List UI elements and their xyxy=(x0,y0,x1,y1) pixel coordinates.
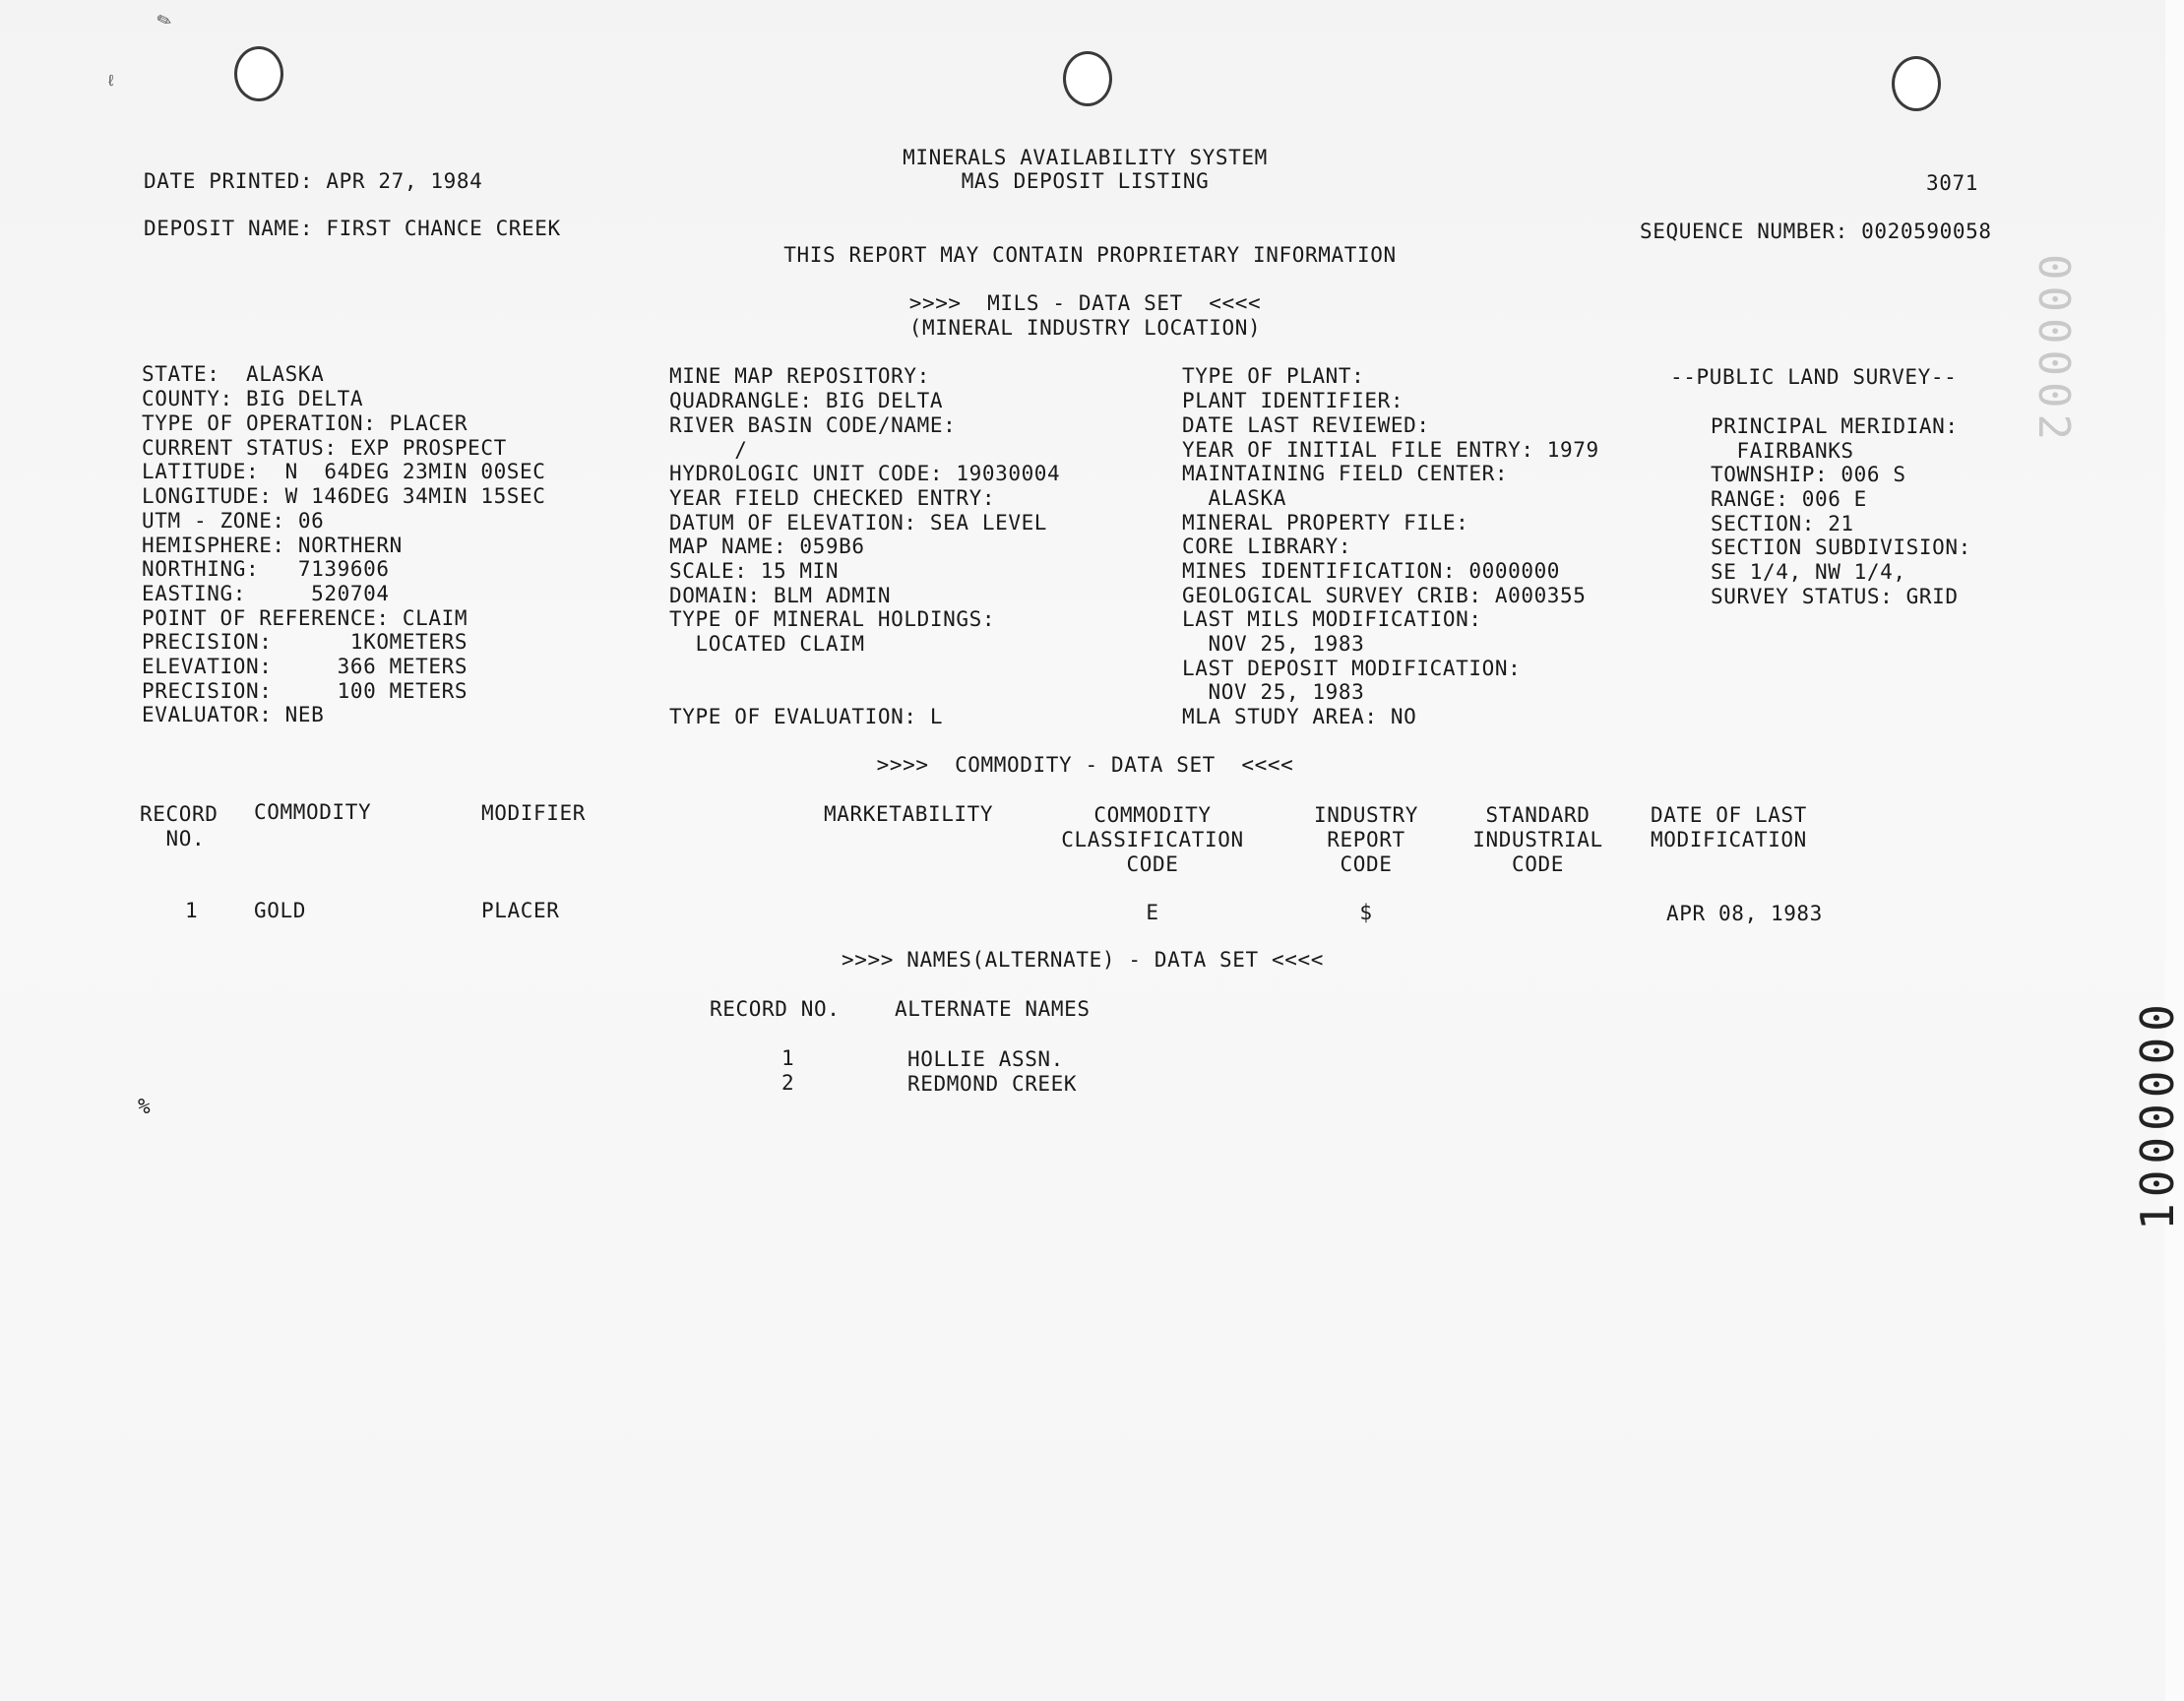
mils-field: CURRENT STATUS: EXP PROSPECT xyxy=(142,436,507,460)
side-stamp-number: 1000000 xyxy=(2131,998,2184,1230)
row-classification: E xyxy=(1146,901,1159,924)
mils-field: DATUM OF ELEVATION: SEA LEVEL xyxy=(669,511,1048,535)
column-header-marketability: MARKETABILITY xyxy=(824,802,994,826)
column-header-alternate-names: ALTERNATE NAMES xyxy=(895,997,1091,1021)
column-header-record: RECORD NO. xyxy=(140,802,218,850)
proprietary-notice: THIS REPORT MAY CONTAIN PROPRIETARY INFORMATION xyxy=(783,243,1397,267)
survey-field: SE 1/4, NW 1/4, xyxy=(1711,560,1906,584)
alternate-name: REDMOND CREEK xyxy=(907,1072,1078,1096)
mils-field: STATE: ALASKA xyxy=(142,362,325,386)
column-header-commodity: COMMODITY xyxy=(254,800,372,824)
mils-field: ALASKA xyxy=(1182,486,1286,510)
mils-field: EASTING: 520704 xyxy=(142,582,390,605)
mils-heading: >>>> MILS - DATA SET <<<< xyxy=(908,291,1262,315)
punch-hole-left xyxy=(234,46,283,101)
mils-field: COUNTY: BIG DELTA xyxy=(142,387,364,410)
mils-field: LAST DEPOSIT MODIFICATION: xyxy=(1182,657,1522,680)
alternate-name: HOLLIE ASSN. xyxy=(907,1047,1064,1071)
mils-field: PRECISION: 100 METERS xyxy=(142,679,468,703)
column-header-classification: COMMODITY CLASSIFICATION CODE xyxy=(1061,803,1244,876)
mils-field: MINES IDENTIFICATION: 0000000 xyxy=(1182,559,1561,583)
system-title: MINERALS AVAILABILITY SYSTEM xyxy=(903,146,1268,169)
scan-speck: ℓ xyxy=(106,71,116,90)
mils-field: CORE LIBRARY: xyxy=(1182,535,1352,558)
mils-field: NOV 25, 1983 xyxy=(1182,632,1365,656)
survey-field: SURVEY STATUS: GRID xyxy=(1711,585,1959,608)
mils-field: YEAR OF INITIAL FILE ENTRY: 1979 xyxy=(1182,438,1599,462)
mils-field: MAINTAINING FIELD CENTER: xyxy=(1182,462,1509,485)
punch-hole-right xyxy=(1892,56,1941,111)
date-printed: DATE PRINTED: APR 27, 1984 xyxy=(144,169,483,193)
column-header-modifier: MODIFIER xyxy=(481,801,586,825)
commodity-heading: >>>> COMMODITY - DATA SET <<<< xyxy=(876,753,1294,777)
public-land-survey-heading: --PUBLIC LAND SURVEY-- xyxy=(1670,365,1958,389)
survey-field: PRINCIPAL MERIDIAN: xyxy=(1711,414,1959,438)
mils-field: GEOLOGICAL SURVEY CRIB: A000355 xyxy=(1182,584,1587,607)
survey-field: SECTION SUBDIVISION: xyxy=(1711,536,1971,559)
column-header-industry: INDUSTRY REPORT CODE xyxy=(1314,803,1418,876)
mils-field: DATE LAST REVIEWED: xyxy=(1182,413,1430,437)
mils-field: SCALE: 15 MIN xyxy=(669,559,840,583)
mils-field: HEMISPHERE: NORTHERN xyxy=(142,534,403,557)
mils-field: RIVER BASIN CODE/NAME: xyxy=(669,413,957,437)
mils-field: YEAR FIELD CHECKED ENTRY: xyxy=(669,486,996,510)
survey-field: RANGE: 006 E xyxy=(1711,487,1867,511)
row-industry: $ xyxy=(1359,901,1373,924)
mils-field: PLANT IDENTIFIER: xyxy=(1182,389,1404,412)
mils-field: UTM - ZONE: 06 xyxy=(142,509,325,533)
scan-speck: ✎ xyxy=(154,6,175,34)
row-date: APR 08, 1983 xyxy=(1666,902,1823,925)
row-record: 1 xyxy=(185,899,199,922)
mils-field: LAST MILS MODIFICATION: xyxy=(1182,607,1482,631)
survey-field: SECTION: 21 xyxy=(1711,512,1854,536)
mils-field: DOMAIN: BLM ADMIN xyxy=(669,584,892,607)
names-heading: >>>> NAMES(ALTERNATE) - DATA SET <<<< xyxy=(842,948,1324,972)
mils-field: TYPE OF OPERATION: PLACER xyxy=(142,411,468,435)
sequence-number: SEQUENCE NUMBER: 0020590058 xyxy=(1640,220,1992,243)
mils-field: PRECISION: 1KOMETERS xyxy=(142,630,468,654)
column-header-date: DATE OF LAST MODIFICATION xyxy=(1651,803,1807,851)
survey-field: FAIRBANKS xyxy=(1711,439,1854,463)
punch-hole-center xyxy=(1063,51,1112,106)
survey-field: TOWNSHIP: 006 S xyxy=(1711,463,1906,486)
mils-field: POINT OF REFERENCE: CLAIM xyxy=(142,606,468,630)
mils-field: NORTHING: 7139606 xyxy=(142,557,390,581)
alternate-name-record: 2 xyxy=(781,1071,795,1095)
row-modifier: PLACER xyxy=(481,899,560,922)
mils-field: / xyxy=(669,438,748,462)
mils-field: LONGITUDE: W 146DEG 34MIN 15SEC xyxy=(142,484,546,508)
percent-mark: % xyxy=(138,1095,152,1118)
mils-field: LATITUDE: N 64DEG 23MIN 00SEC xyxy=(142,460,546,483)
deposit-name: DEPOSIT NAME: FIRST CHANCE CREEK xyxy=(144,217,561,240)
mils-field: NOV 25, 1983 xyxy=(1182,680,1365,704)
mils-field: TYPE OF PLANT: xyxy=(1182,364,1365,388)
mils-subheading: (MINERAL INDUSTRY LOCATION) xyxy=(908,316,1262,340)
type-of-evaluation: TYPE OF EVALUATION: L xyxy=(669,705,944,728)
mils-field: MINE MAP REPOSITORY: xyxy=(669,364,930,388)
mils-field: ELEVATION: 366 METERS xyxy=(142,655,468,678)
listing-title: MAS DEPOSIT LISTING xyxy=(961,169,1210,193)
faint-side-stamp: 000002 xyxy=(2028,254,2079,446)
mils-field: MINERAL PROPERTY FILE: xyxy=(1182,511,1469,535)
mils-field: QUADRANGLE: BIG DELTA xyxy=(669,389,944,412)
alternate-name-record: 1 xyxy=(781,1046,795,1070)
mils-field: LOCATED CLAIM xyxy=(669,632,865,656)
mils-field: TYPE OF MINERAL HOLDINGS: xyxy=(669,607,996,631)
mils-field: MLA STUDY AREA: NO xyxy=(1182,705,1417,728)
column-header-record-no: RECORD NO. xyxy=(710,997,841,1021)
row-commodity: GOLD xyxy=(254,899,306,922)
mils-field: MAP NAME: 059B6 xyxy=(669,535,865,558)
column-header-sic: STANDARD INDUSTRIAL CODE xyxy=(1472,803,1603,876)
mils-field: EVALUATOR: NEB xyxy=(142,703,325,726)
page-number: 3071 xyxy=(1926,171,1978,195)
mils-field: HYDROLOGIC UNIT CODE: 19030004 xyxy=(669,462,1061,485)
